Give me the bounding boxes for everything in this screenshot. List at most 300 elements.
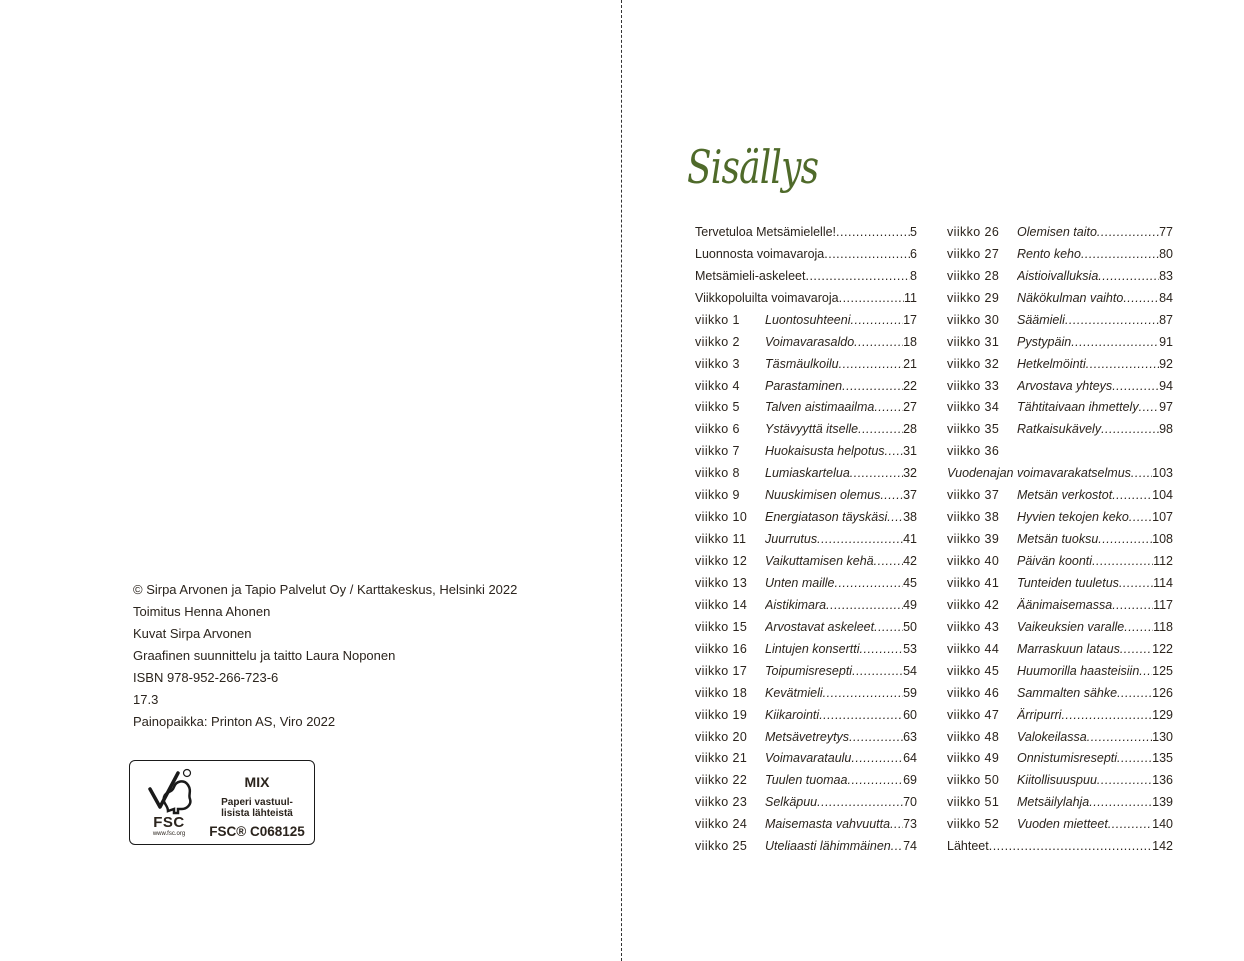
toc-page-number: 125 <box>1152 663 1173 678</box>
toc-week-label: viikko 9 <box>695 488 740 503</box>
toc-page-number: 8 <box>910 268 917 283</box>
toc-entry-title <box>1017 357 1159 371</box>
toc-entry-title <box>1017 598 1153 612</box>
toc-leader-dots <box>1131 466 1152 480</box>
toc-entry-title <box>765 357 903 371</box>
toc-leader-dots <box>819 708 903 722</box>
toc-page-number: 80 <box>1159 246 1173 261</box>
toc-week-label: viikko 11 <box>695 532 747 547</box>
toc-page-number: 64 <box>903 751 917 766</box>
toc-entry <box>695 484 917 506</box>
toc-page-number: 60 <box>903 707 917 722</box>
toc-entry-title <box>765 598 903 612</box>
toc-entry <box>695 243 917 265</box>
toc-week-label: viikko 6 <box>695 422 740 437</box>
imprint-copyright: © Sirpa Arvonen ja Tapio Palvelut Oy / Karttakeskus, Helsinki 2022 <box>133 582 518 597</box>
toc-week-label: viikko 27 <box>947 246 1000 261</box>
toc-entry-label: Nuuskimisen olemus <box>765 488 881 503</box>
toc-entry <box>695 506 917 528</box>
toc-entry <box>695 748 917 770</box>
toc-entry-label: Vuoden mietteet <box>1017 817 1108 832</box>
toc-leader-dots <box>885 444 904 458</box>
toc-page-number: 37 <box>903 488 917 503</box>
toc-entry-title <box>1017 576 1153 590</box>
toc-page-number: 140 <box>1152 817 1173 832</box>
toc-entry-label: Täsmäulkoilu <box>765 356 839 371</box>
toc-page-number: 59 <box>903 685 917 700</box>
toc-leader-dots <box>1092 554 1153 568</box>
toc-entry-title <box>1017 730 1152 744</box>
toc-page-number: 54 <box>903 663 917 678</box>
toc-page-number: 21 <box>903 356 917 371</box>
toc-page-number: 94 <box>1159 378 1173 393</box>
toc-week-label: viikko 45 <box>947 663 1000 678</box>
toc-leader-dots <box>839 291 904 305</box>
toc-entry-label: Lumiaskartelua <box>765 466 850 481</box>
toc-entry <box>695 353 917 375</box>
toc-week-label: viikko 31 <box>947 334 1000 349</box>
toc-entry-label: Viikkopoluilta voimavaroja <box>695 290 839 305</box>
toc-entry-label: Metsän verkostot <box>1017 488 1113 503</box>
toc-leader-dots <box>874 620 903 634</box>
toc-entry-label: Näkökulman vaihto <box>1017 290 1124 305</box>
toc-entry-title <box>695 225 910 239</box>
fsc-description-line: lisista lähteistä <box>221 808 293 819</box>
toc-week-label: viikko 38 <box>947 510 1000 525</box>
toc-leader-dots <box>839 357 903 371</box>
toc-entry <box>947 287 1173 309</box>
toc-week-label: viikko 19 <box>695 707 748 722</box>
toc-entry-title <box>1017 247 1159 261</box>
toc-page-number: 5 <box>910 224 917 239</box>
toc-leader-dots <box>1086 357 1159 371</box>
toc-entry-label: Lintujen konsertti <box>765 641 860 656</box>
toc-week-label: viikko 39 <box>947 532 1000 547</box>
toc-entry <box>695 418 917 440</box>
toc-entry-label: Tervetuloa Metsämielelle! <box>695 224 837 239</box>
toc-entry-label: Tuulen tuomaa <box>765 773 848 788</box>
toc-leader-dots <box>1081 247 1159 261</box>
toc-entry-label: Olemisen taito <box>1017 224 1097 239</box>
toc-entry <box>695 594 917 616</box>
toc-page-number: 38 <box>903 510 917 525</box>
imprint <box>133 579 517 733</box>
toc-right-column <box>947 221 1173 857</box>
toc-entry <box>947 375 1173 397</box>
toc-leader-dots <box>880 488 903 502</box>
toc-entry-title <box>765 795 903 809</box>
toc-page-number: 129 <box>1152 707 1173 722</box>
toc-page-number: 31 <box>903 444 917 459</box>
toc-week-label: viikko 17 <box>695 663 748 678</box>
toc-entry <box>695 287 917 309</box>
toc-entry <box>695 397 917 419</box>
fsc-description-line: Paperi vastuul- <box>221 797 293 808</box>
toc-entry-label: Uteliaasti lähimmäinen <box>765 839 891 854</box>
toc-entry <box>695 638 917 660</box>
toc-entry-label: Aistikimara <box>765 597 827 612</box>
toc-entry-title <box>1017 488 1152 502</box>
toc-leader-dots <box>1124 620 1153 634</box>
toc-entry-label: Marraskuun lataus <box>1017 641 1120 656</box>
toc-entry-title <box>765 335 903 349</box>
toc-entry <box>695 660 917 682</box>
toc-page-number: 142 <box>1152 839 1173 854</box>
toc-week-label: viikko 18 <box>695 685 748 700</box>
toc-entry <box>947 484 1173 506</box>
toc-entry <box>947 660 1173 682</box>
toc-entry-title <box>765 444 903 458</box>
toc-leader-dots <box>891 839 903 853</box>
toc-entry-title <box>1017 225 1159 239</box>
toc-week-label: viikko 7 <box>695 444 740 459</box>
toc-entry <box>695 375 917 397</box>
toc-entry-title <box>765 686 903 700</box>
imprint-photos: Kuvat Sirpa Arvonen <box>133 626 252 641</box>
toc-entry-label: Metsämieli-askeleet <box>695 268 806 283</box>
toc-left-column <box>695 221 917 857</box>
toc-entry-label: Voimavarataulu <box>765 751 852 766</box>
toc-entry-label: Kevätmieli <box>765 685 823 700</box>
toc-entry-title <box>765 751 903 765</box>
toc-leader-dots <box>1098 532 1152 546</box>
toc-entry-title <box>765 510 903 524</box>
toc-entry <box>695 682 917 704</box>
toc-page-number: 11 <box>904 290 917 305</box>
toc-leader-dots <box>874 554 903 568</box>
toc-week-label: viikko 42 <box>947 597 1000 612</box>
toc-page-number: 139 <box>1152 795 1173 810</box>
toc-page-number: 69 <box>903 773 917 788</box>
toc-page-number: 98 <box>1159 422 1173 437</box>
imprint-design: Graafinen suunnittelu ja taitto Laura Noponen <box>133 648 396 663</box>
toc-leader-dots <box>854 335 903 349</box>
toc-entry-title <box>1017 751 1152 765</box>
toc-entry <box>947 616 1173 638</box>
toc-entry-title <box>1017 817 1152 831</box>
toc-entry <box>947 440 1173 462</box>
toc-week-label: viikko 15 <box>695 619 748 634</box>
toc-title: Sisällys <box>687 140 819 194</box>
toc-page-number: 22 <box>903 378 917 393</box>
toc-entry-label: Onnistumisresepti <box>1017 751 1118 766</box>
toc-entry <box>695 726 917 748</box>
toc-leader-dots <box>1089 795 1152 809</box>
toc-leader-dots <box>1097 773 1152 787</box>
toc-week-label: viikko 1 <box>695 312 740 327</box>
toc-entry-title <box>1017 664 1152 678</box>
toc-entry-title <box>765 400 903 414</box>
toc-entry-title <box>765 379 903 393</box>
toc-entry <box>947 550 1173 572</box>
toc-entry-title <box>1017 335 1159 349</box>
fsc-url: www.fsc.org <box>152 831 186 837</box>
toc-entry <box>695 440 917 462</box>
toc-entry-label: Unten maille <box>765 575 835 590</box>
toc-entry-label: Ärripurri <box>1017 707 1062 722</box>
toc-week-label: viikko 47 <box>947 707 1000 722</box>
toc-leader-dots <box>1097 225 1159 239</box>
toc-week-label: viikko 23 <box>695 795 748 810</box>
toc-page-number: 28 <box>903 422 917 437</box>
toc-entry <box>947 638 1173 660</box>
toc-entry-title <box>1017 400 1159 414</box>
toc-page-number: 83 <box>1159 268 1173 283</box>
toc-week-label: viikko 12 <box>695 554 748 569</box>
toc-entry <box>695 550 917 572</box>
toc-entry-title <box>1017 510 1152 524</box>
toc-week-label: viikko 32 <box>947 356 1000 371</box>
toc-entry <box>947 309 1173 331</box>
toc-entry-label: Energiatason täyskäsi <box>765 510 888 525</box>
toc-entry-label: Vaikeuksien varalle <box>1017 619 1125 634</box>
page-divider <box>621 0 622 961</box>
toc-page-number: 104 <box>1152 488 1173 503</box>
toc-leader-dots <box>1120 642 1152 656</box>
toc-entry <box>947 528 1173 550</box>
toc-page-number: 50 <box>903 619 917 634</box>
toc-entry-label: Hetkelmöinti <box>1017 356 1086 371</box>
toc-entry <box>695 835 917 857</box>
toc-entry-title <box>765 839 903 853</box>
toc-leader-dots <box>1112 488 1152 502</box>
toc-week-label: viikko 2 <box>695 334 740 349</box>
toc-entry <box>947 221 1173 243</box>
toc-entry <box>947 769 1173 791</box>
toc-leader-dots <box>852 664 903 678</box>
toc-entry-title <box>1017 379 1159 393</box>
toc-entry-label: Rento keho <box>1017 246 1081 261</box>
toc-entry-title <box>765 554 903 568</box>
toc-leader-dots <box>851 313 904 327</box>
toc-entry-label: Säämieli <box>1017 312 1065 327</box>
toc-page-number: 108 <box>1152 532 1173 547</box>
toc-leader-dots <box>890 817 903 831</box>
toc-entry <box>695 704 917 726</box>
toc-entry-label: Metsäilylahja <box>1017 795 1090 810</box>
imprint-editor: Toimitus Henna Ahonen <box>133 604 271 619</box>
toc-entry <box>947 748 1173 770</box>
toc-entry-label: Luontosuhteeni <box>765 312 851 327</box>
toc-entry <box>695 572 917 594</box>
toc-leader-dots <box>1087 730 1152 744</box>
toc-entry-label: Metsävetreytys <box>765 729 850 744</box>
toc-entry-title <box>1017 554 1153 568</box>
toc-leader-dots <box>817 532 903 546</box>
toc-leader-dots <box>836 225 910 239</box>
toc-entry <box>947 594 1173 616</box>
toc-entry <box>947 791 1173 813</box>
toc-entry <box>695 791 917 813</box>
toc-entry <box>947 462 1173 484</box>
toc-entry-title <box>1017 686 1152 700</box>
toc-leader-dots <box>1139 400 1160 414</box>
toc-entry-title <box>765 576 903 590</box>
toc-week-label: viikko 10 <box>695 510 748 525</box>
imprint-isbn: ISBN 978-952-266-723-6 <box>133 670 279 685</box>
toc-entry-title <box>695 247 910 261</box>
toc-page-number: 77 <box>1159 224 1173 239</box>
toc-leader-dots <box>1098 269 1159 283</box>
toc-week-label: viikko 25 <box>695 839 748 854</box>
toc-leader-dots <box>887 510 903 524</box>
fsc-mix: MIX <box>244 774 270 790</box>
toc-page-number: 122 <box>1152 641 1173 656</box>
toc-entry-title <box>765 488 903 502</box>
toc-entry <box>695 528 917 550</box>
imprint-class: 17.3 <box>133 692 159 707</box>
toc-week-label: viikko 34 <box>947 400 1000 415</box>
toc-entry-title <box>1017 291 1159 305</box>
toc-week-label: viikko 50 <box>947 773 1000 788</box>
toc-page-number: 70 <box>903 795 917 810</box>
toc-page-number: 107 <box>1152 510 1173 525</box>
toc-page-number: 84 <box>1159 290 1173 305</box>
toc-page-number: 126 <box>1152 685 1173 700</box>
toc-leader-dots <box>1117 751 1152 765</box>
toc-page-number: 112 <box>1153 554 1173 569</box>
toc-week-label: viikko 3 <box>695 356 740 371</box>
toc-week-label: viikko 51 <box>947 795 1000 810</box>
toc-entry-title <box>765 773 903 787</box>
toc-entry <box>695 309 917 331</box>
toc-entry-title <box>765 466 903 480</box>
toc-week-label: viikko 52 <box>947 817 1000 832</box>
toc-page-number: 92 <box>1159 356 1173 371</box>
fsc-description <box>206 797 308 819</box>
toc-entry-title <box>1017 620 1153 634</box>
toc-page-number: 117 <box>1153 597 1173 612</box>
toc-entry <box>947 813 1173 835</box>
toc-entry-title <box>695 291 904 305</box>
toc-page-number: 87 <box>1159 312 1173 327</box>
toc-leader-dots <box>1061 708 1152 722</box>
toc-entry <box>947 353 1173 375</box>
toc-entry-label: Äänimaisemassa <box>1017 597 1113 612</box>
toc-leader-dots <box>989 839 1152 853</box>
fsc-code: FSC® C068125 <box>209 824 305 839</box>
toc-week-label: viikko 20 <box>695 729 748 744</box>
toc-entry-label: Kiitollisuuspuu <box>1017 773 1097 788</box>
toc-entry-label: Juurrutus <box>765 532 818 547</box>
toc-entry-label: Arvostava yhteys <box>1017 378 1113 393</box>
toc-entry-label: Arvostavat askeleet <box>765 619 875 634</box>
toc-entry-label: Toipumisresepti <box>765 663 853 678</box>
toc-leader-dots <box>1123 291 1159 305</box>
toc-leader-dots <box>817 795 903 809</box>
toc-entry-label: Sammalten sähke <box>1017 685 1118 700</box>
toc-leader-dots <box>1119 576 1153 590</box>
toc-entry-title <box>1017 795 1152 809</box>
toc-entry <box>695 813 917 835</box>
toc-page-number: 74 <box>903 839 917 854</box>
toc-leader-dots <box>842 379 903 393</box>
toc-entry-title <box>765 422 903 436</box>
toc-entry-title <box>1017 642 1152 656</box>
toc-entry <box>695 769 917 791</box>
toc-week-label: viikko 29 <box>947 290 1000 305</box>
toc-leader-dots <box>1139 664 1152 678</box>
toc-entry-label: Pystypäin <box>1017 334 1072 349</box>
toc-week-label: viikko 33 <box>947 378 1000 393</box>
toc-page-number: 42 <box>903 554 917 569</box>
toc-entry <box>695 331 917 353</box>
toc-entry-label: Aistioivalluksia <box>1017 268 1099 283</box>
toc-entry <box>947 397 1173 419</box>
toc-page-number: 136 <box>1152 773 1173 788</box>
toc-entry-title <box>765 817 903 831</box>
toc-week-label: viikko 40 <box>947 554 1000 569</box>
toc-page-number: 6 <box>910 246 917 261</box>
toc-entry-label: Maisemasta vahvuutta <box>765 817 891 832</box>
toc-entry <box>695 221 917 243</box>
toc-entry-title <box>765 313 903 327</box>
toc-week-label: viikko 8 <box>695 466 740 481</box>
toc-leader-dots <box>858 422 903 436</box>
toc-leader-dots <box>850 466 903 480</box>
toc-week-label: viikko 43 <box>947 619 1000 634</box>
toc-entry-label: Kiikarointi <box>765 707 820 722</box>
toc-week-label: viikko 46 <box>947 685 1000 700</box>
toc-entry-label: Vaikuttamisen kehä <box>765 554 874 569</box>
toc-week-label: viikko 4 <box>695 378 740 393</box>
toc-leader-dots <box>1108 817 1152 831</box>
toc-entry-title <box>947 466 1152 480</box>
toc-week-label: viikko 13 <box>695 575 748 590</box>
toc-page-number: 118 <box>1153 619 1173 634</box>
toc-entry <box>947 243 1173 265</box>
toc-week-label: viikko 37 <box>947 488 1000 503</box>
toc-page-number: 91 <box>1159 334 1173 349</box>
toc-entry-label: Luonnosta voimavaroja <box>695 246 825 261</box>
toc-page-number: 45 <box>903 575 917 590</box>
toc-page-number: 135 <box>1152 751 1173 766</box>
toc-leader-dots <box>860 642 904 656</box>
toc-leader-dots <box>1101 422 1159 436</box>
toc-page-number: 27 <box>903 400 917 415</box>
toc-leader-dots <box>826 598 903 612</box>
toc-entry-label: Tunteiden tuuletus <box>1017 575 1119 590</box>
toc-entry-label: Hyvien tekojen keko <box>1017 510 1129 525</box>
toc-page-number: 49 <box>903 597 917 612</box>
toc-entry-title <box>765 532 903 546</box>
toc-leader-dots <box>823 686 903 700</box>
toc-entry <box>947 726 1173 748</box>
toc-week-label: viikko 14 <box>695 597 748 612</box>
toc-page-number: 18 <box>903 334 917 349</box>
toc-entry-label: Vuodenajan voimavarakatselmus <box>947 466 1131 481</box>
toc-entry <box>947 331 1173 353</box>
toc-week-label: viikko 22 <box>695 773 748 788</box>
toc-entry <box>947 572 1173 594</box>
toc-page-number: 73 <box>903 817 917 832</box>
toc-entry-label: Parastaminen <box>765 378 843 393</box>
toc-leader-dots <box>1071 335 1159 349</box>
toc-page-number: 114 <box>1153 575 1173 590</box>
toc-entry-label: Selkäpuu <box>765 795 818 810</box>
toc-entry-label: Huumorilla haasteisiin <box>1017 663 1140 678</box>
toc-leader-dots <box>851 751 903 765</box>
toc-week-label: viikko 49 <box>947 751 1000 766</box>
toc-week-label: viikko 24 <box>695 817 748 832</box>
toc-entry <box>947 265 1173 287</box>
toc-entry-title <box>765 620 903 634</box>
toc-entry <box>947 418 1173 440</box>
toc-entry-label: Valokeilassa <box>1017 729 1087 744</box>
toc-entry-label: Huokaisusta helpotus <box>765 444 885 459</box>
toc-entry-title <box>947 839 1152 853</box>
toc-leader-dots <box>805 269 910 283</box>
